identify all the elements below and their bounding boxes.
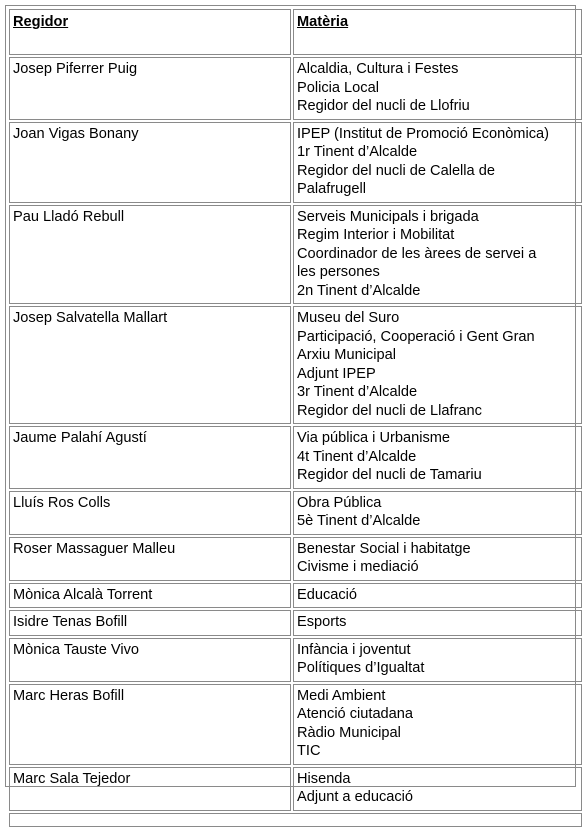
materia-line: Arxiu Municipal — [297, 347, 396, 363]
materia-line: Alcaldia, Cultura i Festes — [297, 61, 459, 77]
materia-line: Infància i joventut — [297, 641, 411, 658]
table-row — [9, 767, 582, 811]
empty-cell — [9, 813, 582, 827]
materia-line: 5è Tinent d’Alcalde — [297, 513, 421, 529]
table-row — [9, 583, 582, 609]
table-row — [9, 426, 582, 489]
regidor-name-cell: Josep Piferrer Puig — [9, 57, 291, 120]
materia-line: 2n Tinent d’Alcalde — [297, 282, 421, 299]
empty-table-row — [9, 813, 582, 827]
table-body — [9, 57, 582, 827]
header-regidor: Regidor — [9, 9, 291, 55]
table-row — [9, 491, 582, 535]
materia-line: Regidor del nucli de Tamariu — [297, 467, 482, 483]
materia-cell — [293, 638, 582, 682]
table-row — [9, 205, 582, 305]
materia-line: Educació — [297, 586, 358, 603]
materia-cell — [293, 767, 582, 811]
materia-cell — [293, 537, 582, 581]
regidor-name-cell: Lluís Ros Colls — [9, 491, 291, 535]
materia-line: Museu del Suro — [297, 310, 400, 326]
materia-cell — [293, 610, 582, 636]
materia-line: Adjunt IPEP — [297, 365, 376, 382]
materia-line: Obra Pública — [297, 494, 382, 511]
table-row — [9, 684, 582, 765]
materia-line: Civisme i mediació — [297, 559, 419, 575]
table-row — [9, 610, 582, 636]
materia-line: TIC — [297, 743, 321, 759]
materia-line: Palafrugell — [297, 181, 366, 197]
regidor-name-cell: Roser Massaguer Malleu — [9, 537, 291, 581]
materia-line: Adjunt a educació — [297, 789, 414, 805]
materia-line: Regidor del nucli de Llofriu — [297, 98, 470, 114]
regidor-name-cell: Marc Sala Tejedor — [9, 767, 291, 811]
regidor-name-cell: Mònica Alcalà Torrent — [9, 583, 291, 609]
materia-line: Benestar Social i habitatge — [297, 540, 471, 557]
materia-line: Atenció ciutadana — [297, 706, 414, 722]
materia-cell — [293, 491, 582, 535]
table-row — [9, 122, 582, 203]
regidor-name-cell: Jaume Palahí Agustí — [9, 426, 291, 489]
regidor-name-cell: Josep Salvatella Mallart — [9, 306, 291, 424]
materia-line: Regidor del nucli de Llafranc — [297, 402, 482, 419]
materia-cell — [293, 583, 582, 609]
table-row — [9, 638, 582, 682]
materia-line: Polítiques d’Igualtat — [297, 660, 425, 676]
materia-cell — [293, 122, 582, 203]
materia-line: Hisenda — [297, 770, 351, 787]
materia-line: Participació, Cooperació i Gent Gran — [297, 328, 535, 345]
header-materia: Matèria — [293, 9, 582, 55]
materia-cell — [293, 205, 582, 305]
table-row — [9, 306, 582, 424]
materia-cell — [293, 57, 582, 120]
materia-cell — [293, 426, 582, 489]
table-row — [9, 537, 582, 581]
regidor-name-cell: Pau Lladó Rebull — [9, 205, 291, 305]
materia-cell — [293, 306, 582, 424]
materia-line: 3r Tinent d’Alcalde — [297, 384, 418, 400]
materia-line: Via pública i Urbanisme — [297, 430, 451, 446]
materia-line: Regim Interior i Mobilitat — [297, 227, 455, 243]
materia-line: Ràdio Municipal — [297, 724, 401, 741]
regidor-name-cell: Joan Vigas Bonany — [9, 122, 291, 203]
materia-line: Medi Ambient — [297, 687, 386, 704]
materia-line: Policia Local — [297, 79, 379, 96]
materia-line: Regidor del nucli de Calella de — [297, 162, 495, 179]
materia-cell — [293, 684, 582, 765]
materia-line: les persones — [297, 264, 380, 280]
regidor-name-cell: Marc Heras Bofill — [9, 684, 291, 765]
materia-line: Coordinador de les àrees de servei a — [297, 245, 537, 262]
regidor-name-cell: Isidre Tenas Bofill — [9, 610, 291, 636]
regidors-table — [7, 7, 583, 829]
table-header-row — [9, 9, 582, 55]
table-row — [9, 57, 582, 120]
materia-line: Esports — [297, 614, 347, 630]
materia-line: 1r Tinent d’Alcalde — [297, 144, 418, 160]
materia-line: IPEP (Institut de Promoció Econòmica) — [297, 125, 549, 142]
materia-line: 4t Tinent d’Alcalde — [297, 448, 417, 465]
regidor-name-cell: Mònica Tauste Vivo — [9, 638, 291, 682]
materia-line: Serveis Municipals i brigada — [297, 208, 479, 225]
